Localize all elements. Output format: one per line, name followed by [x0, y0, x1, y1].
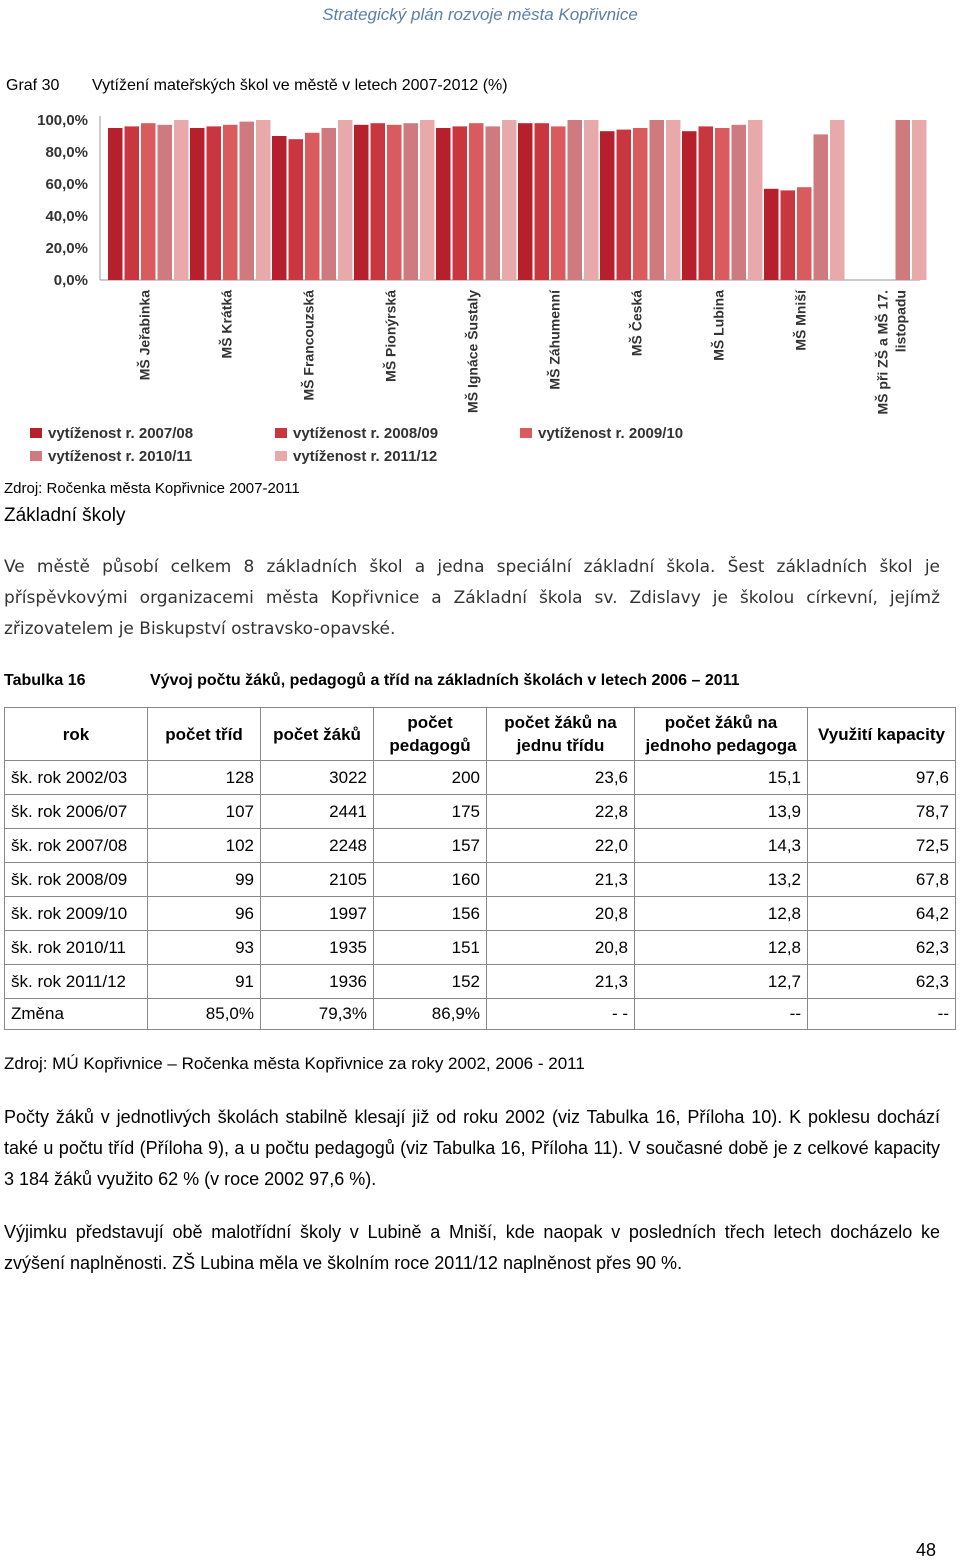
bar [715, 128, 730, 280]
table-cell: šk. rok 2006/07 [5, 795, 148, 829]
bar [453, 126, 468, 280]
bar [617, 130, 632, 280]
bar [125, 126, 140, 280]
table-row [5, 897, 956, 931]
bar [404, 123, 419, 280]
table-cell: 13,2 [635, 863, 808, 897]
table-title: Vývoj počtu žáků, pedagogů a tříd na základních školách v letech 2006 – 2011 [150, 672, 740, 689]
section-title: Základní školy [4, 505, 126, 526]
table-cell: 99 [148, 863, 261, 897]
legend-swatch [30, 428, 42, 438]
table-cell: 97,6 [808, 761, 956, 795]
table-cell: 93 [148, 931, 261, 965]
table-cell: 15,1 [635, 761, 808, 795]
table-cell: -- [808, 999, 956, 1030]
bar [781, 190, 796, 280]
th-zaku-na-tridu: počet žáků na jednu třídu [487, 708, 635, 761]
table-cell: 62,3 [808, 965, 956, 999]
paragraph-3: Výjimku představují obě malotřídní školy v Lubině a Mniší, kde naopak v posledních třech letech docházelo ke zvýšení naplněnosti. ZŠ Lubina měla ve školním roce 2011/12 naplněnost přes 90 %. [4, 1222, 940, 1273]
table-header-row [5, 708, 956, 761]
table-cell: 22,8 [487, 795, 635, 829]
chart-number: Graf 30 [6, 77, 60, 94]
table-cell: 67,8 [808, 863, 956, 897]
bar [223, 125, 238, 280]
table-cell: 20,8 [487, 931, 635, 965]
bar [535, 123, 550, 280]
table-row [5, 863, 956, 897]
bar [502, 120, 517, 280]
table-cell: 2441 [261, 795, 374, 829]
table-caption [4, 672, 740, 690]
y-tick-label: 80,0% [45, 144, 88, 161]
y-tick-label: 20,0% [45, 240, 88, 257]
bar [814, 134, 829, 280]
table-row [5, 829, 956, 863]
bar [699, 126, 714, 280]
table-number: Tabulka 16 [4, 672, 86, 689]
bar [568, 120, 583, 280]
chart-title: Vytížení mateřských škol ve městě v letech 2007-2012 (%) [92, 77, 508, 94]
table-cell: šk. rok 2011/12 [5, 965, 148, 999]
table-cell: 12,8 [635, 931, 808, 965]
table-row-zmena [5, 999, 956, 1030]
legend-label: vytíženost r. 2007/08 [48, 425, 194, 442]
table-cell: 1997 [261, 897, 374, 931]
bar [354, 125, 369, 280]
legend-swatch [275, 451, 287, 461]
y-tick-label: 60,0% [45, 176, 88, 193]
table-cell: 151 [374, 931, 487, 965]
bar [830, 120, 845, 280]
bar [551, 126, 566, 280]
x-category-label: MŠ Záhumenní [546, 290, 563, 390]
table-cell: 160 [374, 863, 487, 897]
th-pocet-zaku: počet žáků [261, 708, 374, 761]
chart-source: Zdroj: Ročenka města Kopřivnice 2007-2011 [4, 480, 300, 497]
x-category-label: MŠ Pionýrská [382, 290, 399, 382]
bar [797, 187, 812, 280]
table-cell: 1935 [261, 931, 374, 965]
x-category-label: MŠ Lubina [710, 290, 727, 361]
data-table [4, 707, 956, 1030]
table-row [5, 965, 956, 999]
bar [912, 120, 927, 280]
bar [141, 123, 156, 280]
y-tick-label: 40,0% [45, 208, 88, 225]
bar [748, 120, 763, 280]
bar [371, 123, 386, 280]
table-cell: 23,6 [487, 761, 635, 795]
x-category-label: MŠ při ZŠ a MŠ 17. [874, 290, 891, 415]
table-cell: 21,3 [487, 965, 635, 999]
bar [584, 120, 599, 280]
x-category-label: MŠ Krátká [218, 290, 235, 359]
table-cell: 22,0 [487, 829, 635, 863]
page-header: Strategický plán rozvoje města Kopřivnice [322, 5, 638, 24]
y-tick-label: 0,0% [53, 272, 88, 289]
table-cell: 79,3% [261, 999, 374, 1030]
x-category-label: MŠ Ignáce Šustaly [464, 290, 481, 413]
table-cell: 157 [374, 829, 487, 863]
legend-label: vytíženost r. 2009/10 [538, 425, 684, 442]
y-tick-label: 100,0% [37, 112, 88, 129]
table-row [5, 931, 956, 965]
legend-swatch [30, 451, 42, 461]
table-cell: šk. rok 2002/03 [5, 761, 148, 795]
bar [518, 123, 533, 280]
bar [469, 123, 484, 280]
legend-swatch [520, 428, 532, 438]
bar [633, 128, 648, 280]
legend-label: vytíženost r. 2010/11 [48, 448, 193, 465]
table-cell: 86,9% [374, 999, 487, 1030]
bar [190, 128, 205, 280]
table-cell: 175 [374, 795, 487, 829]
bar [650, 120, 665, 280]
table-cell: 2105 [261, 863, 374, 897]
table-cell: 200 [374, 761, 487, 795]
table-row [5, 795, 956, 829]
table-cell: 12,7 [635, 965, 808, 999]
table-cell: 3022 [261, 761, 374, 795]
table-cell: 78,7 [808, 795, 956, 829]
table-cell: 2248 [261, 829, 374, 863]
bar [322, 128, 337, 280]
table-cell: - - [487, 999, 635, 1030]
bar [108, 128, 123, 280]
bar [289, 139, 304, 280]
table-cell: 72,5 [808, 829, 956, 863]
x-category-label: MŠ Česká [628, 290, 645, 357]
table-cell: 96 [148, 897, 261, 931]
chart-caption [6, 77, 508, 95]
x-category-label: listopadu [892, 290, 909, 353]
th-pocet-trid: počet tříd [148, 708, 261, 761]
th-pocet-pedagogu: počet pedagogů [374, 708, 487, 761]
th-zaku-na-pedagoga: počet žáků na jednoho pedagoga [635, 708, 808, 761]
bar [486, 126, 501, 280]
x-category-label: MŠ Jeřabinka [136, 290, 153, 381]
table-cell: 85,0% [148, 999, 261, 1030]
legend-label: vytíženost r. 2011/12 [293, 448, 438, 465]
table-cell: 14,3 [635, 829, 808, 863]
table-cell: šk. rok 2010/11 [5, 931, 148, 965]
table-cell: 62,3 [808, 931, 956, 965]
table-cell: 102 [148, 829, 261, 863]
bar [666, 120, 681, 280]
x-category-label: MŠ Mniší [792, 290, 809, 351]
bar [764, 189, 779, 280]
page-number: 48 [916, 1540, 937, 1560]
paragraph-2: Počty žáků v jednotlivých školách stabilně klesají již od roku 2002 (viz Tabulka 16, Příloha 10). K poklesu dochází také u počtu tříd (Příloha 9), a u počtu pedagogů (viz Tabulka 16, Příloha 11). V současné době je z celkové kapacity 3 184 žáků využito 62 % (v roce 2002 97,6 %). [4, 1107, 940, 1189]
table-cell: 152 [374, 965, 487, 999]
bar [732, 125, 747, 280]
table-cell: 64,2 [808, 897, 956, 931]
bar [207, 126, 222, 280]
table-row [5, 761, 956, 795]
legend-label: vytíženost r. 2008/09 [293, 425, 439, 442]
bar [240, 122, 255, 280]
table-cell: -- [635, 999, 808, 1030]
bar [387, 125, 402, 280]
bar [256, 120, 271, 280]
x-category-label: MŠ Francouzská [300, 290, 317, 401]
bar [896, 120, 911, 280]
table-cell: šk. rok 2008/09 [5, 863, 148, 897]
bar [158, 125, 173, 280]
bar-chart [30, 106, 930, 471]
table-source: Zdroj: MÚ Kopřivnice – Ročenka města Kopřivnice za roky 2002, 2006 - 2011 [4, 1054, 585, 1073]
bar [305, 133, 320, 280]
bar [338, 120, 353, 280]
table-cell: šk. rok 2007/08 [5, 829, 148, 863]
bar [600, 131, 615, 280]
table-cell: Změna [5, 999, 148, 1030]
table-cell: 12,8 [635, 897, 808, 931]
table-cell: 1936 [261, 965, 374, 999]
bar [420, 120, 435, 280]
table-cell: 107 [148, 795, 261, 829]
table-cell: 13,9 [635, 795, 808, 829]
paragraph-1: Ve městě působí celkem 8 základních škol a jedna speciální základní škola. Šest základních škol je příspěvkovými organizacemi města Kopřivnice a Základní škola sv. Zdislavy je školou církevní, jejímž zřizovatelem je Biskupství ostravsko-opavské. [4, 557, 940, 639]
table-cell: 21,3 [487, 863, 635, 897]
th-vyuziti-kapacity: Využití kapacity [808, 708, 956, 761]
table-cell: 91 [148, 965, 261, 999]
table-cell: šk. rok 2009/10 [5, 897, 148, 931]
table-cell: 128 [148, 761, 261, 795]
bar [436, 128, 451, 280]
bar [682, 131, 697, 280]
bar [272, 136, 287, 280]
table-cell: 156 [374, 897, 487, 931]
legend-swatch [275, 428, 287, 438]
bar [174, 120, 189, 280]
table-cell: 20,8 [487, 897, 635, 931]
th-rok: rok [5, 708, 148, 761]
